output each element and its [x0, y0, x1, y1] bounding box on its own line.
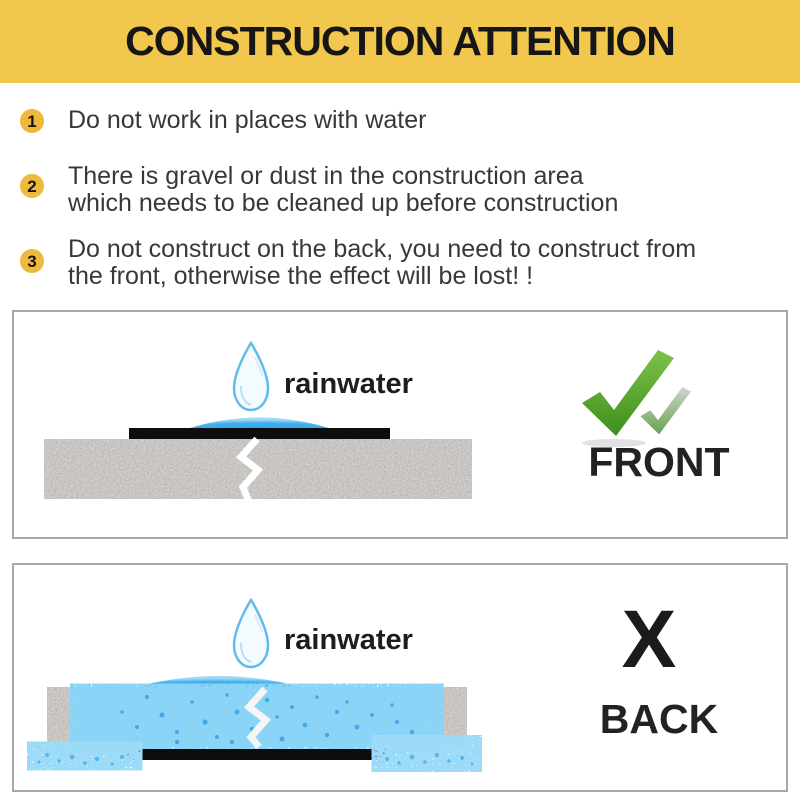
- step-number: 2: [27, 176, 37, 196]
- front-application-diagram: [44, 415, 472, 515]
- back-label: BACK: [599, 696, 719, 742]
- instruction-line: Do not construct on the back, you need to construct from: [68, 235, 697, 263]
- rainwater-label: rainwater: [284, 624, 413, 656]
- back-application-diagram: [27, 667, 482, 779]
- page-title: CONSTRUCTION ATTENTION: [125, 18, 675, 64]
- instruction-line: the front, otherwise the effect will be lost! !: [68, 262, 534, 290]
- water-drop-icon: [229, 597, 273, 671]
- water-puddle: [187, 418, 332, 430]
- instruction-item-1: [68, 107, 426, 134]
- front-label: FRONT: [588, 439, 730, 485]
- water-puddle: [132, 676, 305, 688]
- sealant-tape-top: [129, 428, 390, 439]
- step-number-badge: [20, 174, 44, 198]
- instruction-line: which needs to be cleaned up before construction: [68, 189, 619, 217]
- instruction-line: There is gravel or dust in the construction area: [68, 162, 584, 190]
- instruction-item-3: [68, 236, 696, 290]
- step-number-badge: [20, 109, 44, 133]
- water-drop-icon: [229, 340, 273, 414]
- panel-back: [12, 563, 788, 792]
- step-number-badge: [20, 249, 44, 273]
- x-icon: X: [621, 594, 677, 685]
- panel-front: [12, 310, 788, 539]
- step-number: 1: [27, 111, 37, 131]
- instruction-line: Do not work in places with water: [68, 106, 427, 134]
- banner: [0, 0, 800, 83]
- splash-right: [377, 737, 482, 770]
- checkmark-icon: [574, 348, 714, 448]
- rainwater-label: rainwater: [284, 368, 413, 400]
- step-number: 3: [27, 251, 37, 271]
- sealant-tape-bottom: [127, 749, 387, 760]
- instruction-item-2: [68, 163, 618, 217]
